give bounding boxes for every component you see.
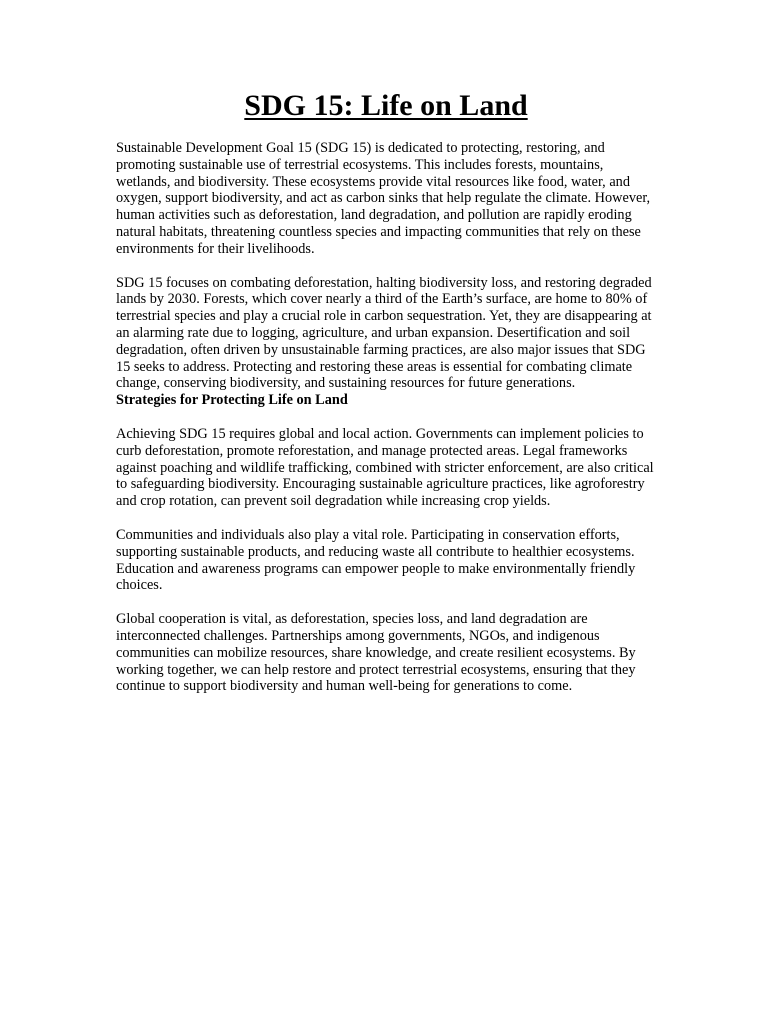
paragraph-cooperation: Global cooperation is vital, as deforestation, species loss, and land degradation are interconnected challenges. Partnerships among governments, NGOs, and indigenous communities can mobilize resources, share knowledge, and create resilient ecosystems. By working together, we can help restore and protect terrestrial ecosystems, ensuring that they continue to support biodiversity and human well-being for generations to come. [116, 611, 636, 695]
document-page [116, 88, 656, 695]
paragraph-focus: SDG 15 focuses on combating deforestation, halting biodiversity loss, and restoring degraded lands by 2030. Forests, which cover nearly a third of the Earth’s surface, are home to 80% of terrestrial species and play a crucial role in carbon sequestration. Yet, they are disappearing at an alarming rate due to logging, agriculture, and urban expansion. Desertification and soil degradation, often driven by unsustainable farming practices, are also major issues that SDG 15 seeks to address. Protecting and restoring these areas is essential for combating climate change, conserving biodiversity, and sustaining resources for future generations. [116, 274, 652, 392]
section-heading-strategies: Strategies for Protecting Life on Land [116, 392, 348, 409]
paragraph-strategies: Achieving SDG 15 requires global and local action. Governments can implement policies to curb deforestation, promote reforestation, and manage protected areas. Legal frameworks against poaching and wildlife trafficking, combined with stricter enforcement, are also critical to safeguarding biodiversity. Encouraging sustainable agriculture practices, like agroforestry and crop rotation, can prevent soil degradation while increasing crop yields. [116, 425, 654, 510]
document-title: SDG 15: Life on Land [244, 89, 528, 122]
paragraph-communities: Communities and individuals also play a vital role. Participating in conservation efforts, supporting sustainable products, and reducing waste all contribute to healthier ecosystems. Education and awareness programs can empower people to make environmentally friendly choices. [116, 526, 636, 594]
paragraph-introduction: Sustainable Development Goal 15 (SDG 15) is dedicated to protecting, restoring, and promoting sustainable use of terrestrial ecosystems. This includes forests, mountains, wetlands, and biodiversity. These ecosystems provide vital resources like food, water, and oxygen, support biodiversity, and act as carbon sinks that help regulate the climate. However, human activities such as deforestation, land degradation, and pollution are rapidly eroding natural habitats, threatening countless species and impacting communities that rely on these environments for their livelihoods. [116, 140, 651, 257]
